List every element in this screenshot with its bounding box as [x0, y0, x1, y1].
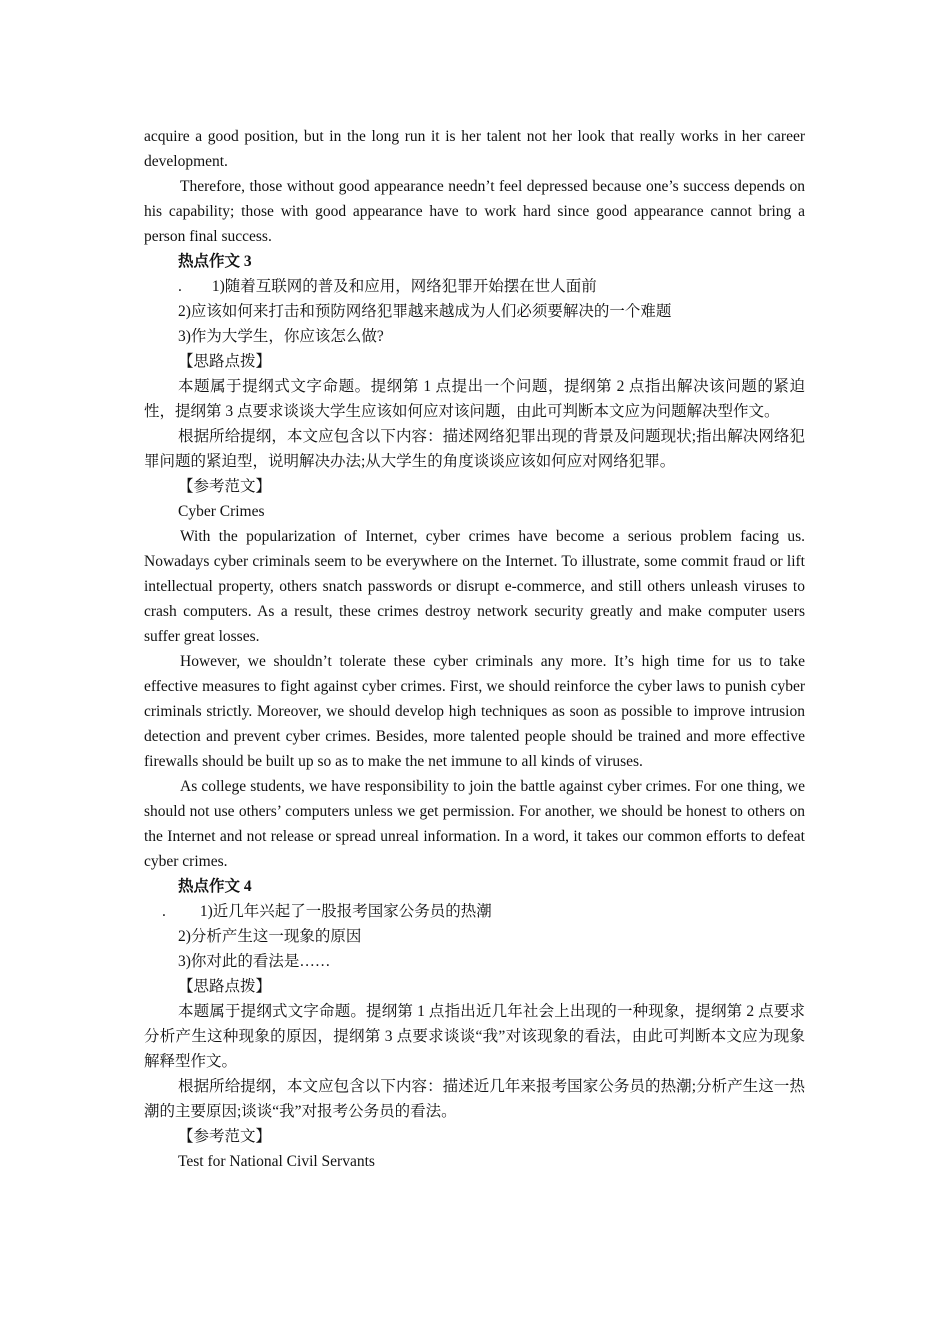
- body-paragraph: As college students, we have responsibility to join the battle against cyber crimes. For one thing, we should not use others’ computers unless we get permission. For another, we should be honest to others on the Internet and not release or spread unreal information. In a word, it takes our common efforts to defeat cyber crimes.: [144, 778, 805, 870]
- body-paragraph: Therefore, those without good appearance needn’t feel depressed because one’s success depends on his capability; those with good appearance have to work hard since good appearance cannot bring a person final success.: [144, 178, 805, 245]
- body-paragraph: acquire a good position, but in the long run it is her talent not her look that really works in her career development.: [144, 128, 805, 170]
- body-paragraph: 根据所给提纲，本文应包含以下内容：描述网络犯罪出现的背景及问题现状;指出解决网络犯罪问题的紧迫型，说明解决办法;从大学生的角度谈谈应该如何应对网络犯罪。: [144, 428, 805, 470]
- section-heading: 热点作文 4: [178, 878, 252, 895]
- sample-label: 【参考范文】: [178, 1128, 272, 1145]
- analysis-label: 【思路点拨】: [178, 978, 272, 995]
- document-page: [144, 124, 805, 1174]
- outline-item: 3)你对此的看法是……: [178, 953, 331, 970]
- section-heading: 热点作文 3: [178, 253, 252, 270]
- body-paragraph: 本题属于提纲式文字命题。提纲第 1 点提出一个问题，提纲第 2 点指出解决该问题的紧迫性，提纲第 3 点要求谈谈大学生应该如何应对该问题，由此可判断本文应为问题解决型作文。: [144, 378, 805, 420]
- body-paragraph: With the popularization of Internet, cyber crimes have become a serious problem facing us. Nowadays cyber criminals seem to be everywhere on the Internet. To illustrate, some commit fraud or lift intellectual property, others snatch passwords or disrupt e-commerce, and still others unleash viruses to crash computers. As a result, these crimes destroy network security greatly and make computer users suffer great losses.: [144, 528, 805, 645]
- outline-item: . 1)近几年兴起了一股报考国家公务员的热潮: [162, 903, 492, 920]
- outline-item: 2)分析产生这一现象的原因: [178, 928, 362, 945]
- body-paragraph: 本题属于提纲式文字命题。提纲第 1 点指出近几年社会上出现的一种现象，提纲第 2 点要求分析产生这种现象的原因，提纲第 3 点要求谈谈“我”对该现象的看法，由此可判断本文应为现象解释型作文。: [144, 1003, 805, 1070]
- list-marker: .: [162, 903, 166, 920]
- outline-item: 2)应该如何来打击和预防网络犯罪越来越成为人们必须要解决的一个难题: [178, 303, 672, 320]
- sample-label: 【参考范文】: [178, 478, 272, 495]
- body-paragraph: 根据所给提纲，本文应包含以下内容：描述近几年来报考国家公务员的热潮;分析产生这一热潮的主要原因;谈谈“我”对报考公务员的看法。: [144, 1078, 805, 1120]
- list-marker: .: [178, 278, 182, 295]
- sample-title: Cyber Crimes: [178, 503, 265, 520]
- outline-item: 3)作为大学生，你应该怎么做?: [178, 328, 384, 345]
- body-paragraph: However, we shouldn’t tolerate these cyber criminals any more. It’s high time for us to take effective measures to fight against cyber crimes. First, we should reinforce the cyber laws to punish cyber criminals strictly. Moreover, we should develop high techniques as soon as possible to improve intrusion detection and prevent cyber crimes. Besides, more talented people should be trained and more effective firewalls should be built up so as to make the net immune to all kinds of viruses.: [144, 653, 805, 770]
- outline-item: . 1)随着互联网的普及和应用，网络犯罪开始摆在世人面前: [178, 278, 597, 295]
- sample-title: Test for National Civil Servants: [178, 1153, 375, 1170]
- analysis-label: 【思路点拨】: [178, 353, 272, 370]
